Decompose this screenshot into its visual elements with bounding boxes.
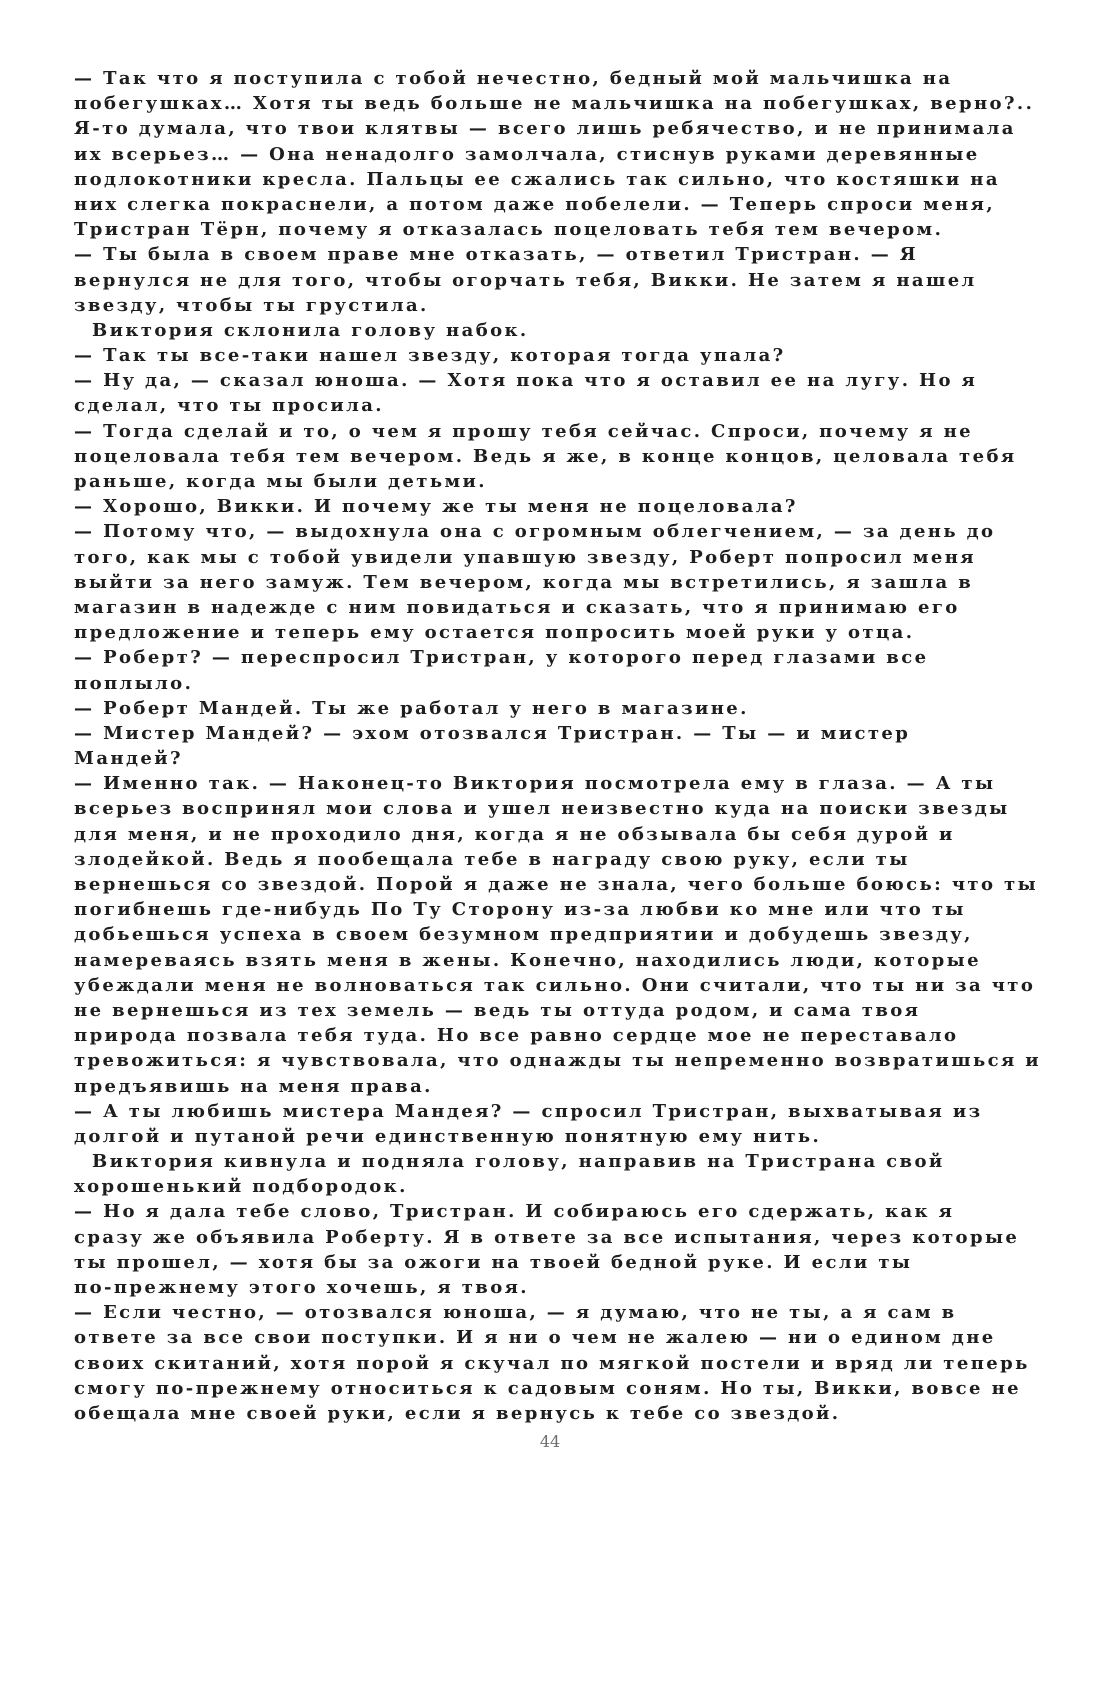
text-line: того, как мы с тобой увидели упавшую звезду, Роберт попросил меня [74, 546, 976, 568]
text-line: выйти за него замуж. Тем вечером, когда мы встретились, я зашла в [74, 571, 974, 593]
text-line: — Так что я поступила с тобой нечестно, бедный мой мальчишка на [74, 68, 953, 89]
text-line: — А ты любишь мистера Мандея? — спросил Тристран, выхватывая из [74, 1100, 983, 1122]
text-line: обещала мне своей руки, если я вернусь к тебе со звездой. [74, 1402, 841, 1424]
text-line: погибнешь где-нибудь По Ту Сторону из-за любви ко мне или что ты [74, 899, 966, 921]
text-line: для меня, и не проходило дня, когда я не обзывала бы себя дурой и [74, 823, 955, 845]
text-line: раньше, когда мы были детьми. [74, 471, 487, 492]
text-line: долгой и путаной речи единственную понятную ему нить. [74, 1125, 822, 1147]
text-line: ответе за все свои поступки. И я ни о чем не жалею — ни о едином дне [74, 1327, 996, 1349]
text-line: тревожиться: я чувствовала, что однажды ты непременно возвратишься и [74, 1050, 1042, 1072]
text-line: — Роберт Мандей. Ты же работал у него в магазине. [74, 697, 749, 719]
text-line: Тристран Тёрн, почему я отказалась поцеловать тебя тем вечером. [74, 219, 944, 241]
text-line: предложение и теперь ему остается попросить моей руки у отца. [74, 622, 915, 644]
text-line: магазин в надежде с ним повидаться и сказать, что я принимаю его [74, 596, 960, 618]
text-line: ты прошел, — хотя бы за ожоги на твоей бедной руке. И если ты [74, 1251, 913, 1273]
text-line: намереваясь взять меня в жены. Конечно, находились люди, которые [74, 949, 981, 971]
text-line: Виктория кивнула и подняла голову, направив на Тристрана свой [92, 1151, 945, 1173]
text-line: по-прежнему этого хочешь, я твоя. [74, 1277, 529, 1298]
text-line: сразу же объявила Роберту. Я в ответе за все испытания, через которые [74, 1226, 1020, 1248]
text-line: — Роберт? — переспросил Тристран, у которого перед глазами все [74, 647, 929, 669]
text-line: Виктория склонила голову набок. [92, 319, 529, 341]
text-line: убеждали меня не волноваться так сильно. Они считали, что ты ни за что [74, 974, 1036, 996]
text-line: Я-то думала, что твои клятвы — всего лишь ребячество, и не принимала [74, 118, 1016, 140]
text-line: — Ну да, — сказал юноша. — Хотя пока что я оставил ее на лугу. Но я [74, 370, 978, 392]
text-line: — Так ты все-таки нашел звезду, которая тогда упала? [74, 345, 786, 367]
page-number: 44 [539, 1432, 561, 1451]
text-line: предъявишь на меня права. [74, 1075, 433, 1097]
text-line: сделал, что ты просила. [74, 395, 384, 417]
text-line: поплыло. [74, 672, 194, 694]
text-line: всерьез воспринял мои слова и ушел неизвестно куда на поиски звезды [74, 798, 1010, 820]
text-line: своих скитаний, хотя порой я скучал по мягкой постели и вряд ли теперь [74, 1352, 1030, 1374]
text-line: вернулся не для того, чтобы огорчать тебя, Викки. Не затем я нашел [74, 269, 977, 291]
text-line: — Ты была в своем праве мне отказать, — ответил Тристран. — Я [74, 244, 919, 266]
text-line: их всерьез… — Она ненадолго замолчала, стиснув руками деревянные [74, 143, 980, 165]
text-line: подлокотники кресла. Пальцы ее сжались так сильно, что костяшки на [74, 168, 1000, 190]
text-line: смогу по-прежнему относиться к садовым соням. Но ты, Викки, вовсе не [74, 1377, 1021, 1399]
text-line: добьешься успеха в своем безумном предприятии и добудешь звезду, [74, 924, 973, 946]
text-line: — Потому что, — выдохнула она с огромным облегчением, — за день до [74, 521, 996, 543]
text-line: хорошенький подбородок. [74, 1176, 408, 1198]
text-line: них слегка покраснели, а потом даже побелели. — Теперь спроси меня, [74, 193, 996, 215]
text-line: Мандей? [74, 748, 183, 770]
text-line: поцеловала тебя тем вечером. Ведь я же, в конце концов, целовала тебя [74, 445, 1017, 467]
text-line: — Тогда сделай и то, о чем я прошу тебя сейчас. Спроси, почему я не [74, 420, 974, 442]
text-line: вернешься со звездой. Порой я даже не знала, чего больше боюсь: что ты [74, 874, 1039, 895]
text-line: природа позвала тебя туда. Но все равно сердце мое не переставало [74, 1025, 959, 1047]
text-line: — Но я дала тебе слово, Тристран. И собираюсь его сдержать, как я [74, 1201, 955, 1223]
text-line: — Если честно, — отозвался юноша, — я думаю, что не ты, а я сам в [74, 1302, 957, 1324]
text-line: не вернешься из тех земель — ведь ты оттуда родом, и сама твоя [74, 999, 921, 1021]
text-line: побегушках… Хотя ты ведь больше не мальчишка на побегушках, верно?.. [74, 93, 1035, 115]
body-text [74, 66, 1042, 1426]
text-line: — Хорошо, Викки. И почему же ты меня не поцеловала? [74, 496, 798, 518]
text-line: — Мистер Мандей? — эхом отозвался Тристран. — Ты — и мистер [74, 722, 911, 744]
text-line: злодейкой. Ведь я пообещала тебе в награду свою руку, если ты [74, 848, 910, 870]
text-line: — Именно так. — Наконец-то Виктория посмотрела ему в глаза. — А ты [74, 773, 996, 795]
text-line: звезду, чтобы ты грустила. [74, 294, 429, 316]
